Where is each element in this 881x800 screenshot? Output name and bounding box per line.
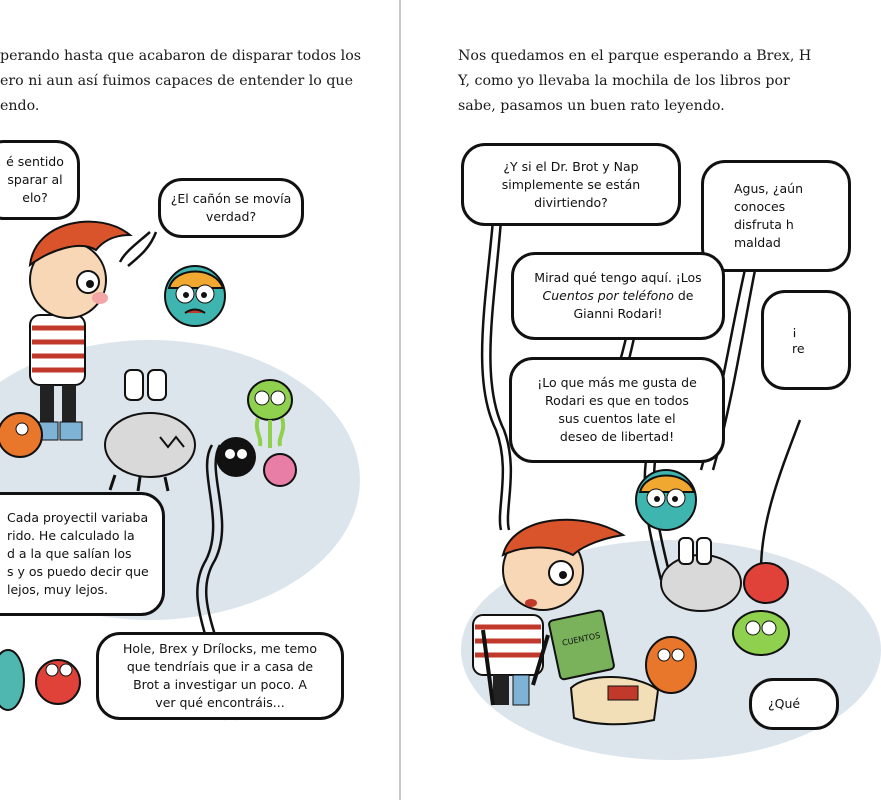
speech-bubble-brot [461,143,681,226]
bubble-line: divirtiendo? [534,194,608,210]
narration-line: sabe, pasamos un buen rato leyendo. [458,98,725,114]
speech-bubble-mirad [511,252,725,340]
speech-bubble-rodari [509,357,725,463]
narration-line: perando hasta que acabaron de disparar todos los [0,48,362,64]
bubble-line: ver qué encontráis... [155,695,285,710]
right-page [401,0,812,800]
narration-line: Nos quedamos en el parque esperando a Brex, H [458,48,812,64]
bubble-line: verdad? [205,209,257,224]
bubble-line [534,287,701,305]
bubble-line: sus cuentos late el [558,411,676,426]
bubble-line: sparar al [7,172,63,187]
bubble-word: de [677,288,694,303]
bubble-line: Gianni Rodari! [573,306,663,321]
bubble-line: ¿Qué [768,696,801,711]
narration-line: endo. [0,98,40,114]
bubble-line: Agus, ¿aún [734,181,804,196]
bubble-line: Rodari es que en todos [545,393,689,408]
book-title: Cuentos por teléfono [542,288,674,303]
bubble-line: simplemente se están [501,176,641,192]
bubble-line: disfruta h [734,217,794,232]
bubble-line: ¡Lo que más me gusta de [537,375,697,390]
backpack [566,668,666,728]
narration-line: ero ni aun así fuimos capaces de entender lo que [0,73,353,89]
bubble-line: Brot a investigar un poco. A [133,677,307,692]
bubble-line: Cada proyectil variaba [7,510,149,525]
speech-bubble-que [749,678,839,730]
bubble-line: elo? [22,190,48,205]
bubble-line: s y os puedo decir que [7,564,149,579]
orange-monster [0,395,50,465]
speech-bubble-sense [0,140,80,220]
bubble-line: re [792,341,805,356]
speech-bubble-projectile [0,492,165,616]
bubble-line: ¡ [792,323,798,338]
speech-bubble-cannon [158,178,304,238]
bubble-line: é sentido [6,154,64,169]
speech-bubble-right-edge [761,290,851,390]
bubble-line: deseo de libertad! [559,429,675,444]
bubble-line: ¿Y si el Dr. Brot y Nap [503,158,639,174]
bottom-monsters [0,640,90,720]
bubble-line: lejos, muy lejos. [7,582,108,597]
narration-line: Y, como yo llevaba la mochila de los libros por [458,73,790,89]
bubble-line: rido. He calculado la [7,528,135,543]
bubble-line: ¿El cañón se movía [170,191,292,206]
bubble-line: que tendríais que ir a casa de [126,659,314,674]
bubble-line: maldad [734,235,781,250]
book-cover-text: CUENTOS [561,630,602,648]
small-monsters [210,372,310,502]
left-page [0,0,399,800]
robot-creature [90,365,210,495]
monster-group [661,528,800,668]
teal-monster [155,258,235,338]
bubble-line: d a la que salían los [7,546,132,561]
speech-bubble-agus [701,160,851,272]
bubble-line: Mirad qué tengo aquí. ¡Los [534,270,702,285]
bubble-line: Hole, Brex y Drílocks, me temo [123,641,317,656]
speech-bubble-hole [96,632,344,720]
bubble-line: conoces [734,199,786,214]
